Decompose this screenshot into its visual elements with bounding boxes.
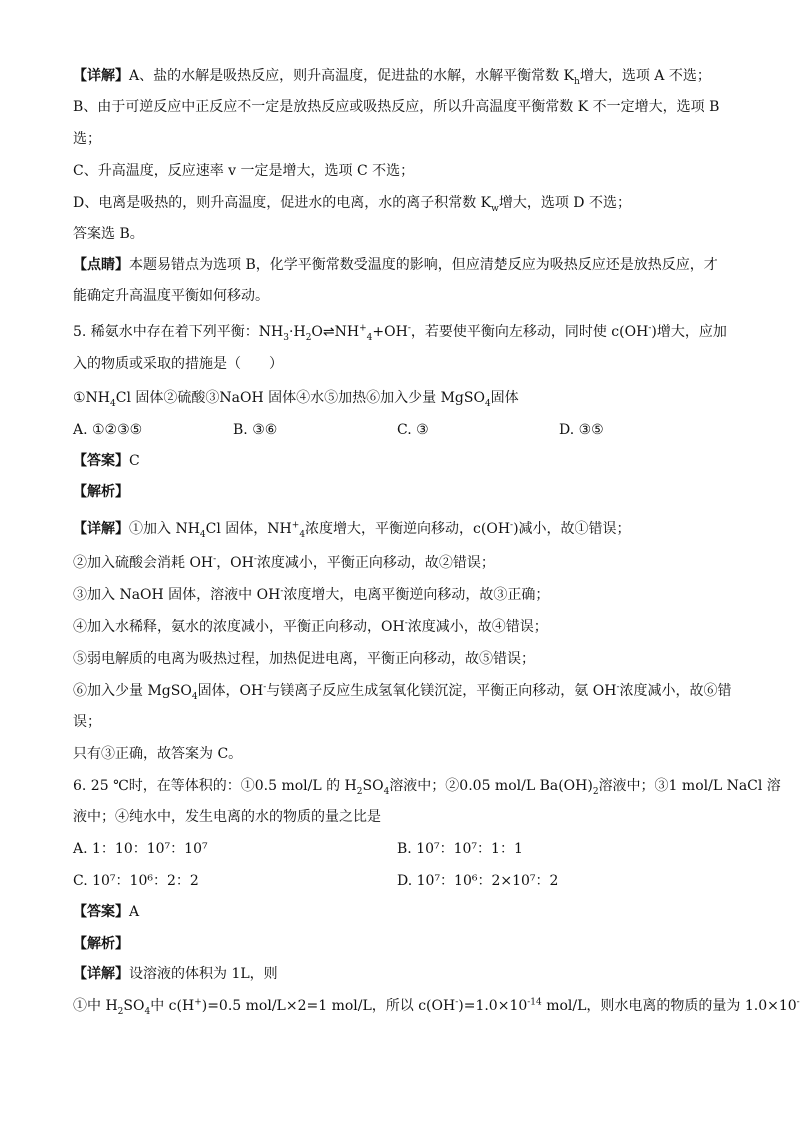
q5-stem-line-1: 5. 稀氨水中存在着下列平衡：$NH_3\cdot H_2O\rightleftharpoons NH^+_4+OH^-$，若要使平衡向左移动，同时使 c(OH-)增大，应加 bbox=[73, 323, 727, 343]
q5-detail-6-cont: 误； bbox=[73, 714, 101, 730]
q6-stem-line-1: 6. 25 ℃时，在等体积的：①0.5 mol/L 的 $H_2SO_4$溶液中；②0.05 mol/L $Ba(OH)_2$溶液中；③1 mol/L NaCl 溶 bbox=[73, 778, 781, 797]
q4-note-line-2: 能确定升高温度平衡如何移动。 bbox=[73, 288, 269, 304]
q6-option-a: A. 1：10：10⁷：10⁷ bbox=[73, 841, 208, 857]
q6-option-d: D. 10⁷：10⁶：2×10⁷：2 bbox=[397, 873, 559, 889]
q5-detail-6: ⑥加入少量 MgSO$_4$固体，OH-与镁离子反应生成氢氧化镁沉淀，平衡正向移动，氨 OH-浓度减小，故⑥错 bbox=[73, 682, 732, 702]
q6-detail-2: ①中 $H_2SO_4$中 c(H+)=0.5 mol/L×2=1 mol/L，所以 $c(OH^-)=1.0\times 10^{-14}$ mol/L，则水电离的物质的量为 1.0×10- bbox=[73, 997, 800, 1017]
q5-answer: 【答案】C bbox=[73, 453, 140, 469]
q4-detail-line-2: B、由于可逆反应中正反应不一定是放热反应或吸热反应，所以升高温度平衡常数 K 不一定增大，选项 B bbox=[73, 99, 720, 115]
q5-conclusion: 只有③正确，故答案为 C。 bbox=[73, 746, 243, 762]
q4-detail-line-3: 选； bbox=[73, 131, 101, 147]
q4-detail-line-4: C、升高温度，反应速率 v 一定是增大，选项 C 不选； bbox=[73, 163, 415, 179]
q6-analysis-tag: 【解析】 bbox=[73, 936, 129, 952]
q5-option-b: B. ③⑥ bbox=[233, 422, 278, 438]
q5-detail-4: ④加入水稀释，氨水的浓度减小，平衡正向移动，OH-浓度减小，故④错误； bbox=[73, 618, 548, 635]
q5-analysis-tag: 【解析】 bbox=[73, 484, 129, 500]
q5-option-a: A. ①②③⑤ bbox=[73, 422, 143, 438]
q6-detail-1: 【详解】设溶液的体积为 1L，则 bbox=[73, 966, 278, 982]
q4-detail-line-5: D、电离是吸热的，则升高温度，促进水的电离，水的离子积常数 $K_w$增大，选项 D 不选； bbox=[73, 195, 631, 214]
q5-detail-2: ②加入硫酸会消耗 OH-，OH-浓度减小，平衡正向移动，故②错误； bbox=[73, 554, 495, 571]
q6-option-b: B. 10⁷：10⁷：1：1 bbox=[397, 841, 523, 857]
q6-option-c: C. 10⁷：10⁶：2：2 bbox=[73, 873, 199, 889]
q5-detail-1: 【详解】①加入 $NH_4Cl$ 固体，$NH^+_4$浓度增大，平衡逆向移动，c(OH-)减小，故①错误； bbox=[73, 520, 631, 540]
q5-detail-5: ⑤弱电解质的电离为吸热过程，加热促进电离，平衡正向移动，故⑤错误； bbox=[73, 651, 535, 667]
q6-stem-line-2: 液中；④纯水中，发生电离的水的物质的量之比是 bbox=[73, 809, 381, 825]
q5-option-c: C. ③ bbox=[397, 422, 429, 438]
q6-answer: 【答案】A bbox=[73, 904, 140, 920]
equilibrium-arrow-icon: ⇌ bbox=[322, 324, 335, 340]
q5-items: $①NH_4Cl$ 固体②硫酸③NaOH 固体④水⑤加热⑥加入少量 MgSO$_4$固体 bbox=[73, 390, 519, 409]
q4-answer: 答案选 B。 bbox=[73, 226, 144, 242]
q4-detail-line-1: 【详解】A、盐的水解是吸热反应，则升高温度，促进盐的水解，水解平衡常数 $K_h$增大，选项 A 不选； bbox=[73, 68, 711, 87]
q5-detail-3: ③加入 NaOH 固体，溶液中 OH-浓度增大，电离平衡逆向移动，故③正确； bbox=[73, 586, 550, 603]
q5-option-d: D. ③⑤ bbox=[559, 422, 604, 438]
q5-stem-line-2: 入的物质或采取的措施是（ ） bbox=[73, 356, 283, 372]
q4-note-line-1: 【点睛】本题易错点为选项 B，化学平衡常数受温度的影响，但应清楚反应为吸热反应还是放热反应，才 bbox=[73, 257, 718, 273]
